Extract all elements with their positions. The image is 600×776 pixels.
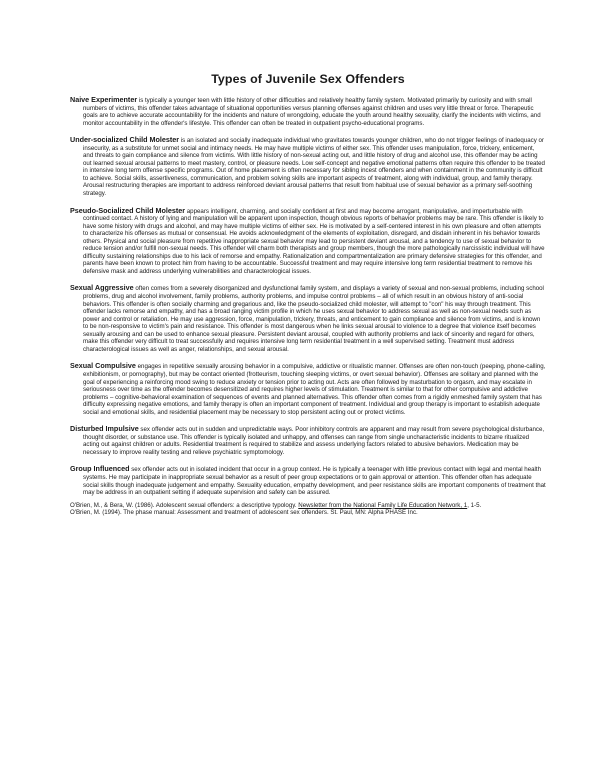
references [70,502,546,517]
entry-under-socialized-child-molester [70,136,546,197]
reference-obrien-bera-1986 [70,502,546,510]
reference-journal: Newsletter from the National Family Life Education Network, 1 [298,501,468,509]
reference-obrien-1994 [70,509,546,517]
entry-text: appears intelligent, charming, and socially confident at first and may become arrogant, manipulative, and imperturbable with continued contact. A history of lying and manipulation will be apparent upon inspection, though obvious reports of behavior problems may be rare. This offender is likely to have some history with drugs and alcohol, and may have multiple victims of either sex. He is motivated by a self-centered interest in his own pleasure and often attempts to characterize his offenses as mutual or consensual. He avoids acknowledgment of the elements of exploitation, disregard, and disdain inherent in his behavior towards others. Physical and social pleasure from repetitive inappropriate sexual behavior may lead to persistent deviant arousal, and a tendency to use of sexual behavior to reduce tension and/or fulfill non-sexual needs. This offender will charm both therapists and group members, though the more pathologically narcissistic individual will have difficulty sustaining relationships due to his lack of remorse and empathy. Rationalization and compartmentalization are primary defensive strategies for this offender, and parents have been known to protect him from having to be accountable. Successful treatment and may require intensive long term residential treatment to remove his defensive mask and address underlying vulnerabilities and characterological issues. [83,207,545,275]
document-title: Types of Juvenile Sex Offenders [211,72,405,86]
entry-text: engages in repetitive sexually arousing behavior in a compulsive, addictive or ritualistic manner. Offenses are often non-touch (peeping, phone-calling, exhibitionism, or pornography), but may be contact oriented (frotteurism, touching sleeping victims, or overt sexual behavior). Offenses are solitary and planned with the goal of experiencing a reinforcing mood swing to reduce anxiety or tension prior to acting out. Acts are often followed by masturbation to orgasm, and may escalate in seriousness over time as the offender becomes desensitized and requires higher levels of stimulation. Treatment is similar to that for other compulsive and addictive problems – cognitive-behavioral examination of sequences of events and planned alternatives. This offender often comes from a rigidly enmeshed family system that has difficulty expressing negative emotions, and family therapy is often an important component of treatment. Individual and group therapy is important to establish adequate social and emotional skills, and residential placement may be necessary to stop persistent acting out or protect victims. [83,363,546,416]
reference-pages: , 1-5. [467,501,482,509]
entry-sexual-compulsive [70,362,546,416]
document-page [70,72,546,517]
entry-term: Naive Experimenter [70,95,138,104]
reference-text: O'Brien, M., & Bera, W. (1986). Adolescent sexual offenders: a descriptive typology. [70,501,299,509]
entry-text: sex offender acts out in sudden and unpredictable ways. Poor inhibitory controls are apparent and may result from severe psychological disturbance, thought disorder, or substance use. This offender is typically isolated and unhappy, and offenses can range from single uncharacteristic incidents to bizarre ritualized acting out against children or adults. Residential treatment is required to stabilize and assess underlying factors related to abusive behaviors. Medication may be necessary to improve reality testing and relieve psychiatric symptomology. [83,426,545,456]
entry-text: is an isolated and socially inadequate individual who gravitates towards younger children, who do not trigger feelings of inadequacy or insecurity, as a substitute for unmet social and intimacy needs. He may have multiple victims of either sex. This offender uses manipulation, force, trickery, enticement, and threats to gain compliance and silence from victims. With little history of non-sexual acting out, and little history of drug and alcohol use, this offender may be acting out learned sexual arousal patterns to meet mastery, control, or pleasure needs. Low self-concept and negative emotional patterns often require this offender to be treated in intensive long term offense specific programs. Out of home placement is often necessary for sibling incest offenders and when containment in the community is difficult to achieve. Social skills, assertiveness, communication, and problem solving skills are important aspects of treatment, along with individual, group, and family therapy. Arousal restructuring therapies are important to address reinforced deviant arousal patterns that result from habitual use of sexual behavior as a primary self-soothing strategy. [83,137,545,198]
entry-text: often comes from a severely disorganized and dysfunctional family system, and displays a variety of sexual and non-sexual problems, including school problems, drug and alcohol involvement, family problems, authority problems, and impulse control problems – all of which result in an obvious history of anti-social behaviors. This offender is often socially charming and gregarious and, like the pseudo-socialized child molester, will attempt to "con" his way through treatment. This offender lacks remorse and empathy, and has a broad ranging victim profile in which he uses sexual behavior to address sexual as well as non-sexual needs such as power and control or retaliation. He may use aggression, force, manipulation, trickery, threats, and enticement to gain compliance and silence from victims, and is known to be non-responsive to victim's pain and resistance. This offender is most dangerous when he links sexual arousal to violence to a degree that violence itself becomes sexually arousing and can be used to enhance sexual pleasure. Persistent deviant arousal, coupled with authority problems and lack of sincerity and regard for others, make this offender very difficult to treat successfully and requires intensive long term residential treatment in a well supervised setting. Treatment must address characterological issues as well as anger, relationships, and sexual arousal. [83,285,544,353]
entry-text: is typically a younger teen with little history of other difficulties and relatively healthy family system. Motivated primarily by curiosity and with small numbers of victims, this offender takes advantage of situational opportunities versus planning offenses against children and uses very little threat or force. Therapeutic goals are to achieve accurate accountability for the incidents and nature of wrongdoing, educate the youth around healthy sexuality, clarify the incidents with victims, and monitor accountability in the offender's lifestyle. This offender can often be treated in outpatient psycho-educational programs. [83,97,541,127]
entry-term: Disturbed Impulsive [70,424,139,434]
entry-sexual-aggressive [70,284,546,353]
entry-term: Group Influenced [70,464,130,474]
entry-naive-experimenter [70,96,546,127]
entry-pseudo-socialized-child-molester [70,207,546,276]
entry-term: Sexual Aggressive [70,283,134,293]
entry-term: Under-socialized Child Molester [70,135,180,145]
entry-disturbed-impulsive [70,425,546,456]
entry-term: Sexual Compulsive [70,361,136,371]
entry-group-influenced [70,465,546,496]
entry-text: sex offender acts out in isolated incident that occur in a group context. He is typically a teenager with little previous contact with legal and mental health systems. He may participate in inappropriate sexual behavior as a result of peer group expectations or to gain approval or attention. This offender often has adequate social skills though inadequate judgement and empathy. Sexuality education, empathy development, and peer resistance skills are important components of treatment that may be address in an outpatient setting if adequate supervision and safety can be assured. [83,466,546,497]
reference-text: O'Brien, M. (1994). The phase manual: Assessment and treatment of adolescent sex offenders. St. Paul, MN: Alpha PHASE Inc. [70,509,418,517]
entry-term: Pseudo-Socialized Child Molester [70,205,186,215]
